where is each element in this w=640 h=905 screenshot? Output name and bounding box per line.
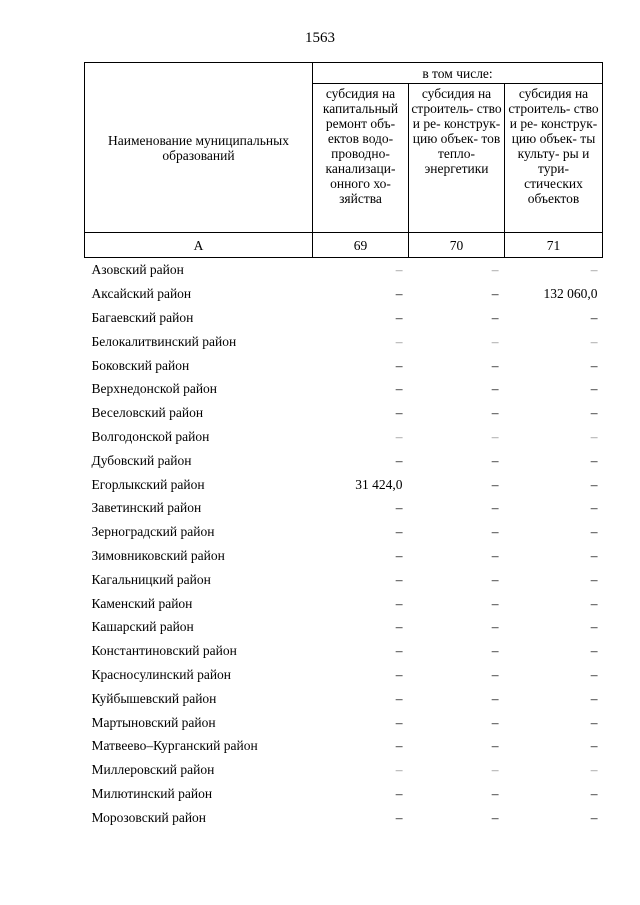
municipality-name-cell: Кагальницкий район bbox=[91, 571, 211, 587]
table-row bbox=[85, 329, 603, 353]
municipality-name-cell: Аксайский район bbox=[91, 286, 192, 302]
value-cell-69: – bbox=[395, 262, 403, 278]
page-number: 1563 bbox=[305, 30, 335, 46]
value-cell-69: – bbox=[395, 595, 403, 611]
value-cell-70: – bbox=[491, 738, 499, 754]
value-cell-71: – bbox=[590, 309, 598, 325]
municipality-name-cell: Куйбышевский район bbox=[91, 690, 217, 706]
value-cell-69: – bbox=[395, 690, 403, 706]
value-cell-71: – bbox=[590, 333, 598, 349]
value-cell-71: – bbox=[590, 619, 598, 635]
table-row bbox=[85, 567, 603, 591]
value-cell-71: – bbox=[590, 738, 598, 754]
value-cell-69: – bbox=[395, 666, 403, 682]
value-cell-71: – bbox=[590, 666, 598, 682]
table-row bbox=[85, 710, 603, 734]
value-cell-69: – bbox=[395, 381, 403, 397]
table-row bbox=[85, 758, 603, 782]
value-cell-70: – bbox=[491, 405, 499, 421]
value-cell-70: – bbox=[491, 595, 499, 611]
table-body bbox=[85, 258, 603, 830]
column-number-71: 71 bbox=[505, 233, 603, 258]
table-row bbox=[85, 639, 603, 663]
value-cell-69: – bbox=[395, 500, 403, 516]
value-cell-69: 31 424,0 bbox=[355, 476, 403, 492]
value-cell-70: – bbox=[491, 690, 499, 706]
municipality-name-cell: Миллеровский район bbox=[91, 762, 215, 778]
value-cell-71: – bbox=[590, 571, 598, 587]
value-cell-70: – bbox=[491, 809, 499, 825]
subsidy-table bbox=[84, 62, 603, 829]
municipality-name-cell: Милютинский район bbox=[91, 785, 213, 801]
municipality-name-cell: Белокалитвинский район bbox=[91, 333, 237, 349]
municipality-name-cell: Азовский район bbox=[91, 262, 184, 278]
municipality-name-cell: Константиновский район bbox=[91, 643, 237, 659]
value-cell-70: – bbox=[491, 357, 499, 373]
value-cell-69: – bbox=[395, 738, 403, 754]
municipality-name-cell: Дубовский район bbox=[91, 452, 192, 468]
table-row bbox=[85, 496, 603, 520]
column-numbering-row bbox=[85, 233, 603, 258]
municipality-name-cell: Верхнедонской район bbox=[91, 381, 218, 397]
value-cell-71: – bbox=[590, 547, 598, 563]
column-number-a: А bbox=[85, 233, 313, 258]
municipality-name-cell: Красносулинский район bbox=[91, 666, 232, 682]
municipality-name-cell: Зерноградский район bbox=[91, 524, 215, 540]
value-cell-71: – bbox=[590, 381, 598, 397]
value-cell-69: – bbox=[395, 333, 403, 349]
value-cell-70: – bbox=[491, 309, 499, 325]
header-col-culture-subsidy: субсидия на строитель- ство и ре- конструк- цию объек- ты культу- ры и тури- стических объектов bbox=[505, 84, 603, 233]
value-cell-71: – bbox=[590, 809, 598, 825]
header-municipality-name: Наименование муниципальных образований bbox=[85, 63, 313, 233]
table-row bbox=[85, 615, 603, 639]
value-cell-71: – bbox=[590, 428, 598, 444]
value-cell-71: – bbox=[590, 524, 598, 540]
table-row bbox=[85, 544, 603, 568]
municipality-name-cell: Кашарский район bbox=[91, 619, 194, 635]
value-cell-70: – bbox=[491, 666, 499, 682]
table-row bbox=[85, 448, 603, 472]
value-cell-71: – bbox=[590, 500, 598, 516]
municipality-name-cell: Егорлыкский район bbox=[91, 476, 205, 492]
header-including-group: в том числе: bbox=[313, 63, 603, 84]
value-cell-69: – bbox=[395, 405, 403, 421]
value-cell-69: – bbox=[395, 762, 403, 778]
table-row bbox=[85, 663, 603, 687]
value-cell-70: – bbox=[491, 286, 499, 302]
municipality-name-cell: Веселовский район bbox=[91, 405, 204, 421]
value-cell-70: – bbox=[491, 547, 499, 563]
table-row bbox=[85, 472, 603, 496]
municipality-name-cell: Матвеево–Курганский район bbox=[91, 738, 258, 754]
value-cell-71: – bbox=[590, 452, 598, 468]
value-cell-70: – bbox=[491, 333, 499, 349]
value-cell-69: – bbox=[395, 286, 403, 302]
value-cell-69: – bbox=[395, 619, 403, 635]
municipality-name-cell: Багаевский район bbox=[91, 309, 194, 325]
table-row bbox=[85, 591, 603, 615]
municipality-name-cell: Каменский район bbox=[91, 595, 193, 611]
value-cell-69: – bbox=[395, 309, 403, 325]
value-cell-71: – bbox=[590, 714, 598, 730]
value-cell-70: – bbox=[491, 643, 499, 659]
table-row bbox=[85, 306, 603, 330]
table-row bbox=[85, 377, 603, 401]
value-cell-69: – bbox=[395, 809, 403, 825]
header-col-water-subsidy: субсидия на капитальный ремонт объ- ектов водо- проводно- канализаци- онного хо- зяйства bbox=[313, 84, 409, 233]
municipality-name-cell: Боковский район bbox=[91, 357, 190, 373]
value-cell-71: 132 060,0 bbox=[543, 286, 598, 302]
value-cell-71: – bbox=[590, 785, 598, 801]
value-cell-69: – bbox=[395, 452, 403, 468]
municipality-name-cell: Зимовниковский район bbox=[91, 547, 225, 563]
table-row bbox=[85, 734, 603, 758]
value-cell-69: – bbox=[395, 571, 403, 587]
value-cell-71: – bbox=[590, 643, 598, 659]
municipality-name-cell: Волгодонской район bbox=[91, 428, 210, 444]
value-cell-71: – bbox=[590, 762, 598, 778]
table-row bbox=[85, 353, 603, 377]
value-cell-70: – bbox=[491, 619, 499, 635]
table-row bbox=[85, 401, 603, 425]
value-cell-70: – bbox=[491, 428, 499, 444]
table-header bbox=[85, 63, 603, 258]
value-cell-70: – bbox=[491, 571, 499, 587]
value-cell-71: – bbox=[590, 595, 598, 611]
value-cell-69: – bbox=[395, 714, 403, 730]
value-cell-70: – bbox=[491, 785, 499, 801]
column-number-70: 70 bbox=[409, 233, 505, 258]
value-cell-71: – bbox=[590, 405, 598, 421]
header-col-heat-subsidy: субсидия на строитель- ство и ре- конструк- цию объек- тов тепло- энергетики bbox=[409, 84, 505, 233]
table-row bbox=[85, 686, 603, 710]
value-cell-69: – bbox=[395, 357, 403, 373]
table-row bbox=[85, 805, 603, 829]
value-cell-70: – bbox=[491, 500, 499, 516]
value-cell-71: – bbox=[590, 262, 598, 278]
value-cell-69: – bbox=[395, 547, 403, 563]
value-cell-71: – bbox=[590, 476, 598, 492]
value-cell-70: – bbox=[491, 524, 499, 540]
table-row bbox=[85, 258, 603, 282]
municipality-name-cell: Мартыновский район bbox=[91, 714, 216, 730]
value-cell-70: – bbox=[491, 381, 499, 397]
value-cell-71: – bbox=[590, 690, 598, 706]
value-cell-69: – bbox=[395, 785, 403, 801]
table-row bbox=[85, 425, 603, 449]
value-cell-70: – bbox=[491, 262, 499, 278]
municipality-name-cell: Морозовский район bbox=[91, 809, 207, 825]
value-cell-69: – bbox=[395, 643, 403, 659]
column-number-69: 69 bbox=[313, 233, 409, 258]
value-cell-69: – bbox=[395, 524, 403, 540]
value-cell-69: – bbox=[395, 428, 403, 444]
table-row bbox=[85, 282, 603, 306]
value-cell-70: – bbox=[491, 762, 499, 778]
value-cell-71: – bbox=[590, 357, 598, 373]
table-row bbox=[85, 520, 603, 544]
municipality-name-cell: Заветинский район bbox=[91, 500, 202, 516]
value-cell-70: – bbox=[491, 452, 499, 468]
value-cell-70: – bbox=[491, 476, 499, 492]
table-row bbox=[85, 782, 603, 806]
value-cell-70: – bbox=[491, 714, 499, 730]
